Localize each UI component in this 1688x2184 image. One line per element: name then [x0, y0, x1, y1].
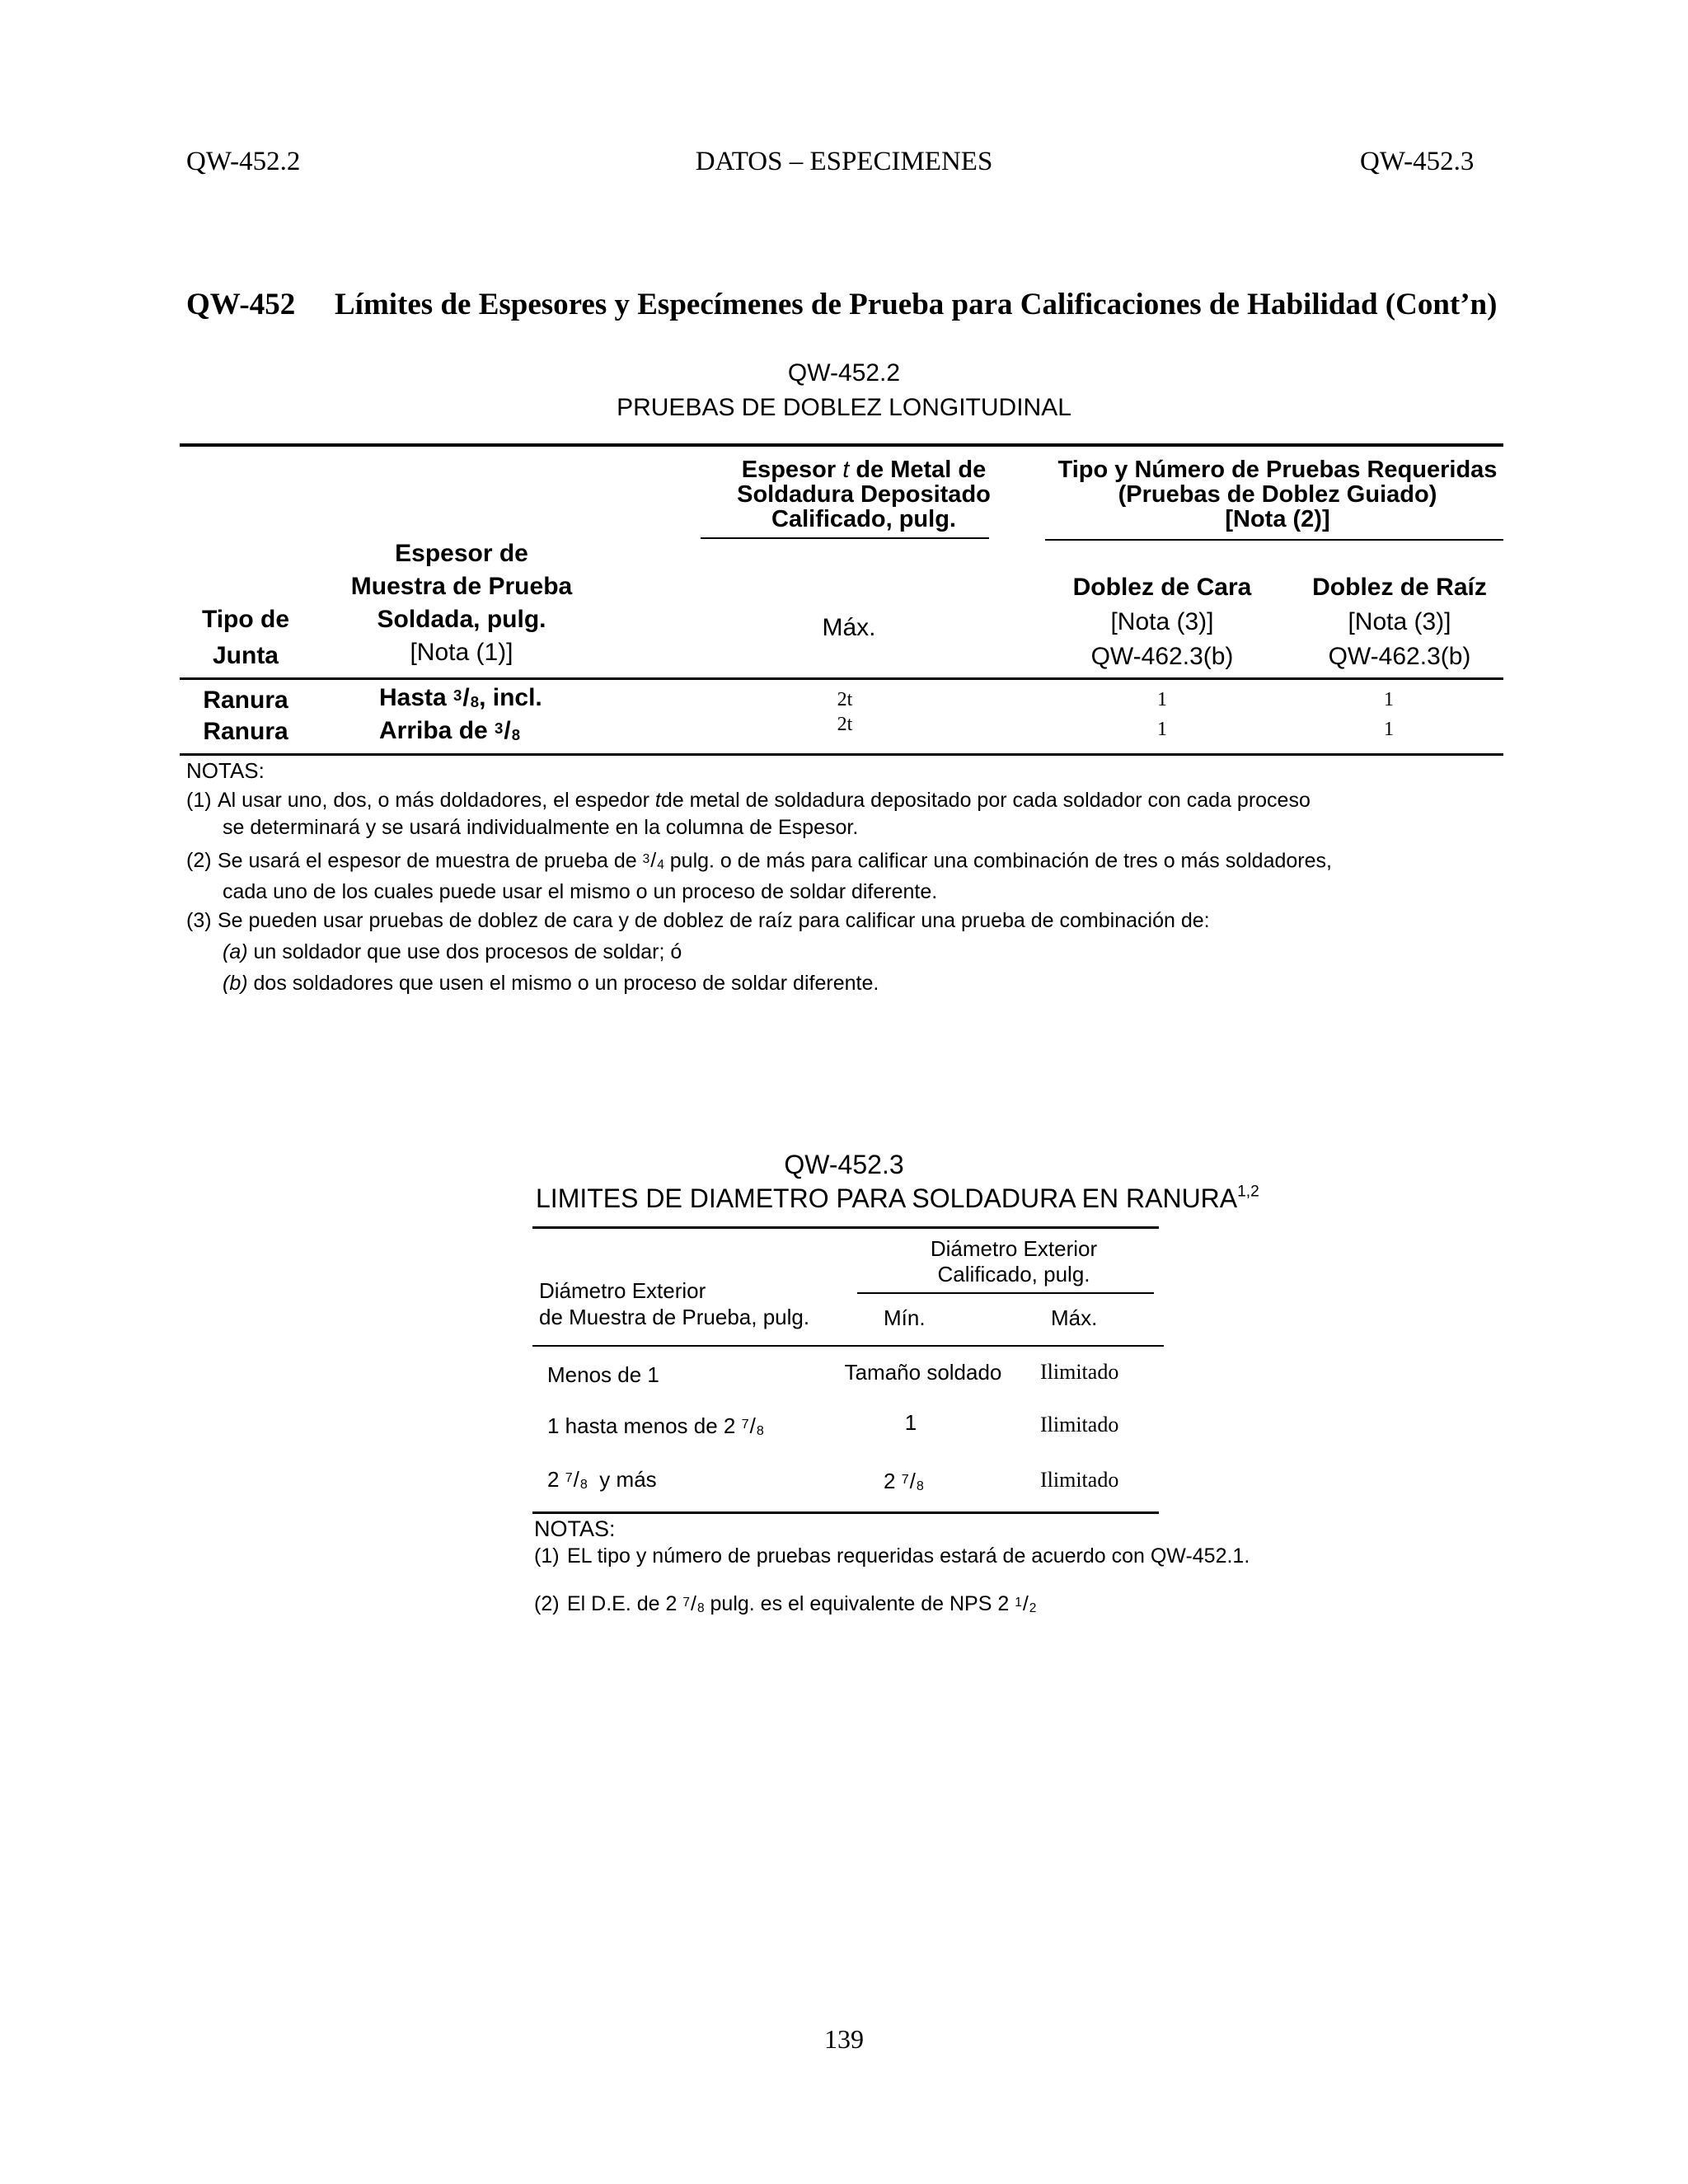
- section-number: QW-452: [186, 288, 296, 321]
- deposited-rule: [701, 537, 989, 539]
- col-qualified-line1: Diámetro Exterior: [930, 1236, 1098, 1261]
- col-root-line2: [Nota (3)]: [1348, 608, 1451, 635]
- table1-note-1: (1) Al usar uno, dos, o más doldadores, el espedor tde metal de soldadura depositado por cada soldador con cada proceso se determinará y se usará individualmente en la columna de Espesor.: [186, 789, 1311, 839]
- header-left: QW-452.2: [186, 147, 301, 176]
- t2-row1-min: Tamaño soldado: [844, 1360, 1002, 1385]
- row2-max: 2t: [837, 714, 853, 735]
- t2-row1-od: Menos de 1: [547, 1362, 659, 1387]
- col-joint-line2: Junta: [212, 642, 279, 669]
- row1-joint: Ranura: [203, 687, 288, 714]
- t2-row3-max: Ilimitado: [1040, 1468, 1119, 1492]
- table2-title: LIMITES DE DIAMETRO PARA SOLDADURA EN RANURA$^{1,2}$: [536, 1183, 1259, 1213]
- row2-joint: Ranura: [203, 718, 288, 745]
- col-joint-line1: Tipo de: [201, 606, 290, 633]
- col-od-line1: Diámetro Exterior: [539, 1278, 706, 1303]
- table1-notes-title: NOTAS:: [186, 758, 265, 783]
- page-number: 139: [824, 2024, 864, 2054]
- table1-col-root: [1276, 570, 1523, 674]
- t2-row3-od: 2 7/8 y más: [547, 1467, 657, 1492]
- table1-col-tests: [1039, 457, 1517, 532]
- t2-row2-od: 1 hasta menos de 2 7/8: [547, 1413, 764, 1438]
- row2-root: 1: [1384, 719, 1394, 740]
- col-thickness-line4: [Nota (1)]: [410, 639, 513, 666]
- header-center: DATOS – ESPECIMENES: [695, 147, 993, 176]
- col-face-line3: QW-462.3(b): [1090, 643, 1234, 670]
- table1-header-rule: [180, 677, 1503, 680]
- table1-note-3: (3) Se pueden usar pruebas de doblez de cara y de doblez de raíz para calificar una prueba de combinación de: (a) un soldador que use dos procesos de soldar; ó (b) dos soldadores que usen el mismo o un proceso de soldar diferente.: [186, 909, 1210, 995]
- col-deposited-line3: Calificado, pulg.: [771, 506, 956, 532]
- table2-code: QW-452.3: [784, 1150, 904, 1179]
- t2-row1-max: Ilimitado: [1040, 1360, 1119, 1384]
- table2-note-2: (2) El D.E. de 2 7/8 pulg. es el equivalente de NPS 2 1/2: [534, 1592, 1037, 1615]
- tests-rule: [1045, 539, 1503, 541]
- table1-col-joint: [188, 602, 303, 674]
- col-thickness-line3: Soldada, pulg.: [377, 606, 546, 633]
- t2-row2-min: 1: [904, 1410, 917, 1435]
- table2-col-min: Mín.: [884, 1305, 926, 1330]
- t2-row2-max: Ilimitado: [1040, 1413, 1119, 1436]
- table2-col-od: [539, 1277, 809, 1330]
- table1-bottom-rule: [180, 753, 1503, 756]
- col-thickness-line2: Muestra de Prueba: [350, 573, 573, 600]
- table1-col-max: Máx.: [822, 614, 876, 641]
- table1-top-rule: [180, 443, 1503, 447]
- row1-root: 1: [1384, 689, 1394, 710]
- col-qualified-line2: Calificado, pulg.: [937, 1262, 1090, 1286]
- col-deposited-line1: Espesor t de Metal de: [741, 457, 987, 483]
- table1-code: QW-452.2: [787, 359, 901, 387]
- col-thickness-line1: Espesor de: [395, 540, 528, 567]
- table1-col-thickness: [346, 537, 577, 669]
- col-root-line3: QW-462.3(b): [1328, 643, 1471, 670]
- row2-face: 1: [1157, 719, 1167, 740]
- row1-face: 1: [1157, 689, 1167, 710]
- table1-col-deposited: [699, 457, 1029, 532]
- table2-col-max: Máx.: [1051, 1305, 1098, 1330]
- table1-note-2: (2) Se usará el espesor de muestra de prueba de 3/4 pulg. o de más para calificar una combinación de tres o más soldadores, cada uno de los cuales puede usar el mismo o un proceso de soldar diferente.: [186, 849, 1332, 903]
- t2-row3-min: 2 7/8: [884, 1469, 924, 1493]
- table1-title: PRUEBAS DE DOBLEZ LONGITUDINAL: [617, 394, 1071, 421]
- col-tests-line1: Tipo y Número de Pruebas Requeridas: [1057, 457, 1498, 483]
- section-title: Límites de Espesores y Especímenes de Prueba para Calificaciones de Habilidad (Cont’n): [335, 288, 1498, 321]
- table2-top-rule: [532, 1226, 1159, 1229]
- col-face-line1: Doblez de Cara: [1072, 574, 1252, 601]
- row1-thickness: Hasta 3/8, incl.: [379, 684, 542, 711]
- col-face-line2: [Nota (3)]: [1110, 608, 1214, 635]
- table2-bottom-rule: [532, 1511, 1159, 1514]
- table2-note-1: (1) EL tipo y número de pruebas requeridas estará de acuerdo con QW-452.1.: [534, 1544, 1250, 1568]
- table1-col-face: [1039, 570, 1286, 674]
- row2-thickness: Arriba de 3/8: [379, 717, 521, 744]
- col-deposited-line2: Soldadura Depositado: [737, 481, 991, 508]
- header-right: QW-452.3: [1360, 147, 1475, 176]
- qualified-rule: [857, 1292, 1154, 1294]
- col-tests-line3: [Nota (2)]: [1225, 506, 1330, 532]
- table2-col-qualified: [857, 1236, 1170, 1287]
- col-tests-line2: (Pruebas de Doblez Guiado): [1118, 481, 1437, 508]
- table2-header-rule: [532, 1345, 1164, 1347]
- col-od-line2: de Muestra de Prueba, pulg.: [539, 1305, 810, 1329]
- table2-notes-title: NOTAS:: [534, 1516, 616, 1541]
- col-root-line1: Doblez de Raíz: [1312, 574, 1487, 601]
- row1-max: 2t: [837, 689, 853, 710]
